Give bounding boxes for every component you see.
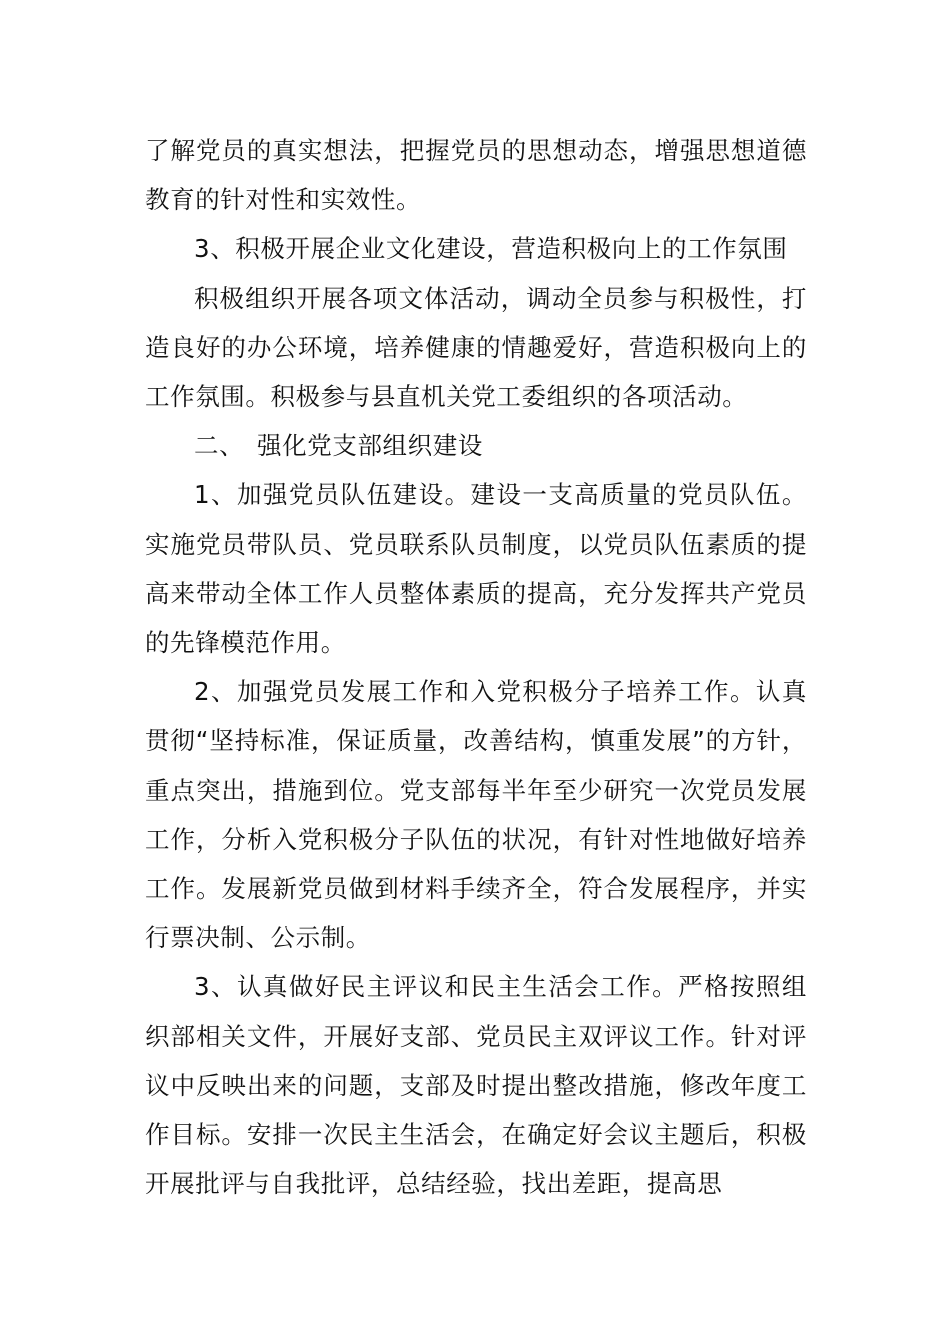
paragraph-3: 1、加强党员队伍建设。建设一支高质量的党员队伍。实施党员带队员、党员联系队员制度，以党员队伍素质的提高来带动全体工作人员整体素质的提高，充分发挥共产党员的先锋模范作用。 xyxy=(145,480,807,658)
paragraph-5: 3、认真做好民主评议和民主生活会工作。严格按照组织部相关文件，开展好支部、党员民主双评议工作。针对评议中反映出来的问题，支部及时提出整改措施，修改年度工作目标。安排一次民主生活会，在确定好会议主题后，积极开展批评与自我批评，总结经验，找出差距，提高思 xyxy=(145,972,807,1199)
heading-3-corporate-culture: 3、积极开展企业文化建设，营造积极向上的工作氛围 xyxy=(194,234,788,264)
section-heading-two: 二、 强化党支部组织建设 xyxy=(194,431,483,461)
paragraph-1: 了解党员的真实想法，把握党员的思想动态，增强思想道德教育的针对性和实效性。 xyxy=(145,136,807,215)
document-body xyxy=(145,126,807,1208)
paragraph-4: 2、加强党员发展工作和入党积极分子培养工作。认真贯彻“坚持标准，保证质量，改善结构，慎重发展”的方针，重点突出，措施到位。党支部每半年至少研究一次党员发展工作，分析入党积极分子队伍的状况，有针对性地做好培养工作。发展新党员做到材料手续齐全，符合发展程序，并实行票决制、公示制。 xyxy=(145,677,807,953)
paragraph-2: 积极组织开展各项文体活动，调动全员参与积极性，打造良好的办公环境，培养健康的情趣爱好，营造积极向上的工作氛围。积极参与县直机关党工委组织的各项活动。 xyxy=(145,283,807,412)
